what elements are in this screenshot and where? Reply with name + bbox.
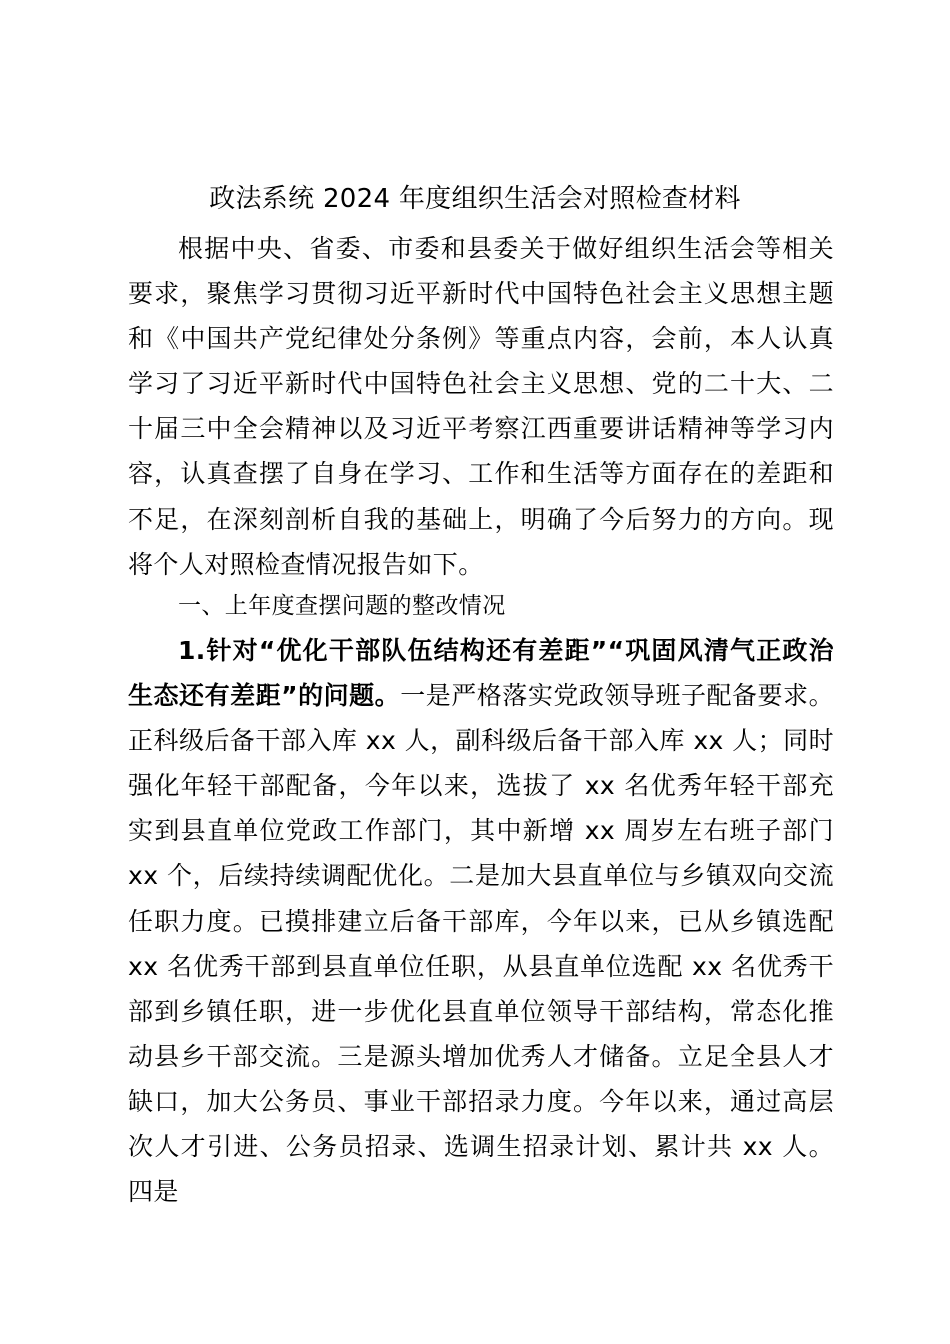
section-heading: 一、上年度查摆问题的整改情况 — [178, 593, 506, 619]
document-title: 政法系统 2024 年度组织生活会对照检查材料 — [209, 184, 741, 214]
intro-paragraph: 根据中央、省委、市委和县委关于做好组织生活会等相关要求，聚焦学习贯彻习近平新时代中国特色社会主义思想主题和《中国共产党纪律处分条例》等重点内容，会前，本人认真学习了习近平新时代中国特色社会主义思想、党的二十大、二十届三中全会精神以及习近平考察江西重要讲话精神等学习内容，认真查摆了自身在学习、工作和生活等方面存在的差距和不足，在深刻剖析自我的基础上，明确了今后努力的方向。现将个人对照检查情况报告如下。 — [128, 234, 834, 579]
item-1-paragraph — [128, 628, 834, 1214]
item-1-lead: 1.针对“优化干部队伍结构还有差距”“巩固风清气正政治生态还有差距”的问题。 — [128, 636, 834, 711]
item-1-body: 一是严格落实党政领导班子配备要求。正科级后备干部入库 xx 人，副科级后备干部入库 xx 人；同时强化年轻干部配备，今年以来，选拔了 xx 名优秀年轻干部充实到县直单位党政工作部门，其中新增 xx 周岁左右班子部门 xx 个，后续持续调配优化。二是加大县直单位与乡镇双向交流任职力度。已摸排建立后备干部库，今年以来，已从乡镇选配 xx 名优秀干部到县直单位任职，从县直单位选配 xx 名优秀干部到乡镇任职，进一步优化县直单位领导干部结构，常态化推动县乡干部交流。三是源头增加优秀人才储备。立足全县人才缺口，加大公务员、事业干部招录力度。今年以来，通过高层次人才引进、公务员招录、选调生招录计划、累计共 xx 人。四是 — [128, 681, 834, 1207]
